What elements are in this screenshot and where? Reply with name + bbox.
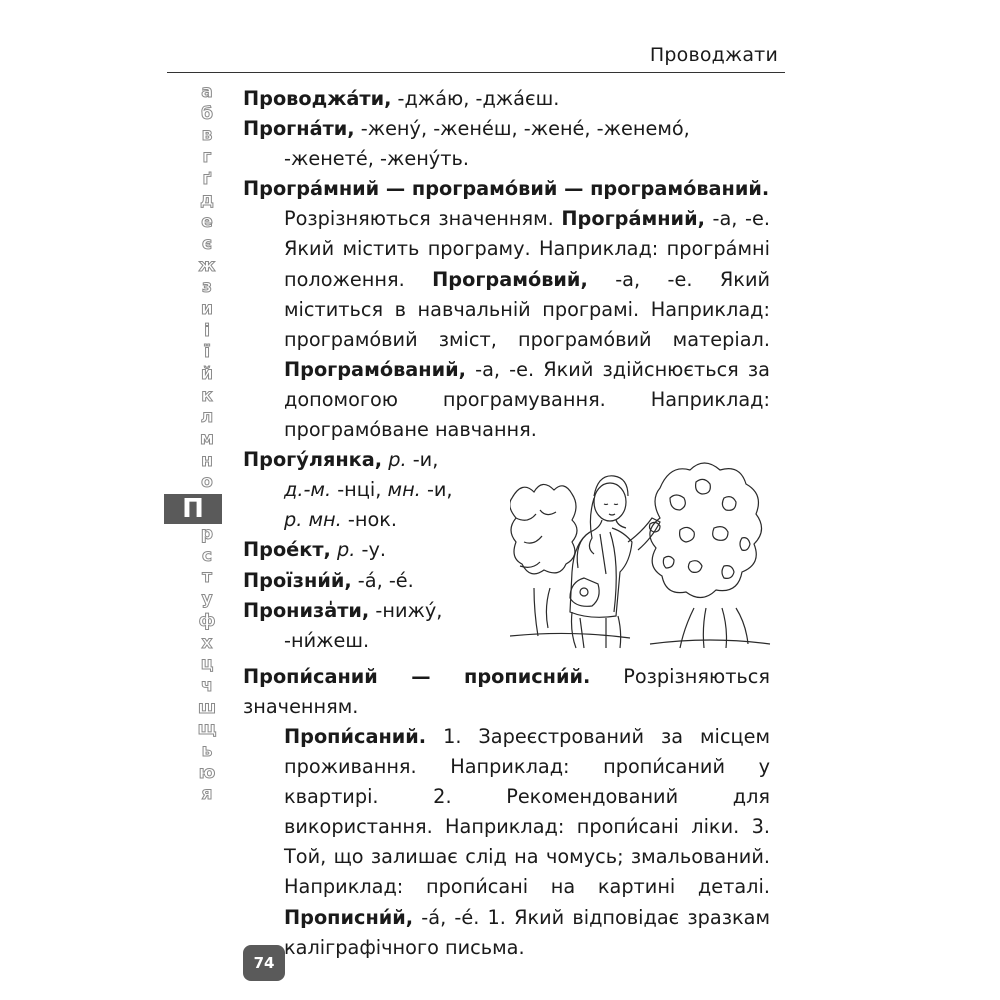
definition-text: -а, -е. Який міститься в навчальній програмі. Наприклад: програмо́вий зміст, програмо́вий матеріал. <box>284 267 771 351</box>
sub-headword: Програмо́вий, <box>432 267 588 291</box>
girl-with-lilac-bush-illustration <box>510 458 772 650</box>
alphabet-letter: ч <box>201 675 213 696</box>
sub-headword: Прописни́й, <box>284 905 414 929</box>
alphabet-letter: т <box>202 567 212 588</box>
entry-prohramnyi <box>243 174 770 204</box>
grammar-mark: р. <box>337 538 356 562</box>
alphabet-letter-active: П <box>164 494 222 524</box>
alphabet-letter: щ <box>197 719 217 740</box>
alphabet-letter: я <box>201 784 213 805</box>
sub-headword: Пропи́саний. <box>284 724 427 748</box>
alphabet-letter: х <box>201 632 213 653</box>
entry-forms: -нок. <box>341 508 398 532</box>
entry-headword: Проводжа́ти, <box>243 87 392 110</box>
entry-headword: Прое́кт, <box>243 538 331 562</box>
alphabet-index <box>182 82 222 806</box>
alphabet-letter: з <box>202 277 212 298</box>
entry-forms: -и, <box>420 478 453 502</box>
entry-forms-continued: -ни́жеш. <box>284 628 370 652</box>
entry-forms: -у. <box>355 538 387 562</box>
entry-forms-continued: -женете́, -жену́ть. <box>284 147 469 171</box>
alphabet-letter: к <box>201 385 213 406</box>
definition-text: -а, -е. Який містить програму. Наприклад: програ́мні положення. <box>284 207 770 291</box>
sub-headword: Програмо́ваний, <box>284 357 466 381</box>
alphabet-letter: а <box>201 82 213 102</box>
alphabet-letter: ш <box>197 697 217 718</box>
entry-provodzhaty <box>243 84 770 114</box>
alphabet-letter: л <box>200 407 214 428</box>
alphabet-letter: ф <box>198 610 216 631</box>
alphabet-letter: є <box>201 233 213 254</box>
entry-propysanyi-body <box>243 722 770 963</box>
definition-text: -а, -е. Який здійснюється за допомогою програмування. Наприклад: програмо́ване навчання. <box>284 357 770 442</box>
definition-text: -а́, -е́. 1. Який відповідає зразкам каліграфічного письма. <box>284 905 770 959</box>
entry-forms: -нижу́, <box>369 598 443 622</box>
entry-forms: -и, <box>406 448 439 472</box>
alphabet-letter: е <box>201 212 213 233</box>
page-number: 74 <box>243 945 285 981</box>
alphabet-letter: ц <box>200 654 214 675</box>
entry-headword: Програ́мний — програмо́вий — програмо́ваний. <box>243 177 770 201</box>
grammar-mark: д.-м. <box>284 478 332 502</box>
alphabet-letter: с <box>201 545 213 566</box>
entry-prohramnyi-definition <box>243 204 770 445</box>
alphabet-letter: м <box>200 429 214 449</box>
entry-headword: Пропи́саний — прописни́й. <box>243 664 591 688</box>
entry-forms: -нці, <box>331 478 388 502</box>
sub-headword: Програ́мний, <box>561 207 705 231</box>
alphabet-letter: г <box>202 147 212 168</box>
entry-prohnaty <box>243 114 770 174</box>
entry-headword: Проїзни́й, <box>243 568 352 592</box>
alphabet-letter: в <box>201 125 213 146</box>
alphabet-letter: й <box>201 363 213 384</box>
header-rule <box>167 72 785 73</box>
alphabet-letter: д <box>200 190 214 211</box>
definition-text: Розрізняються значенням. <box>243 664 770 718</box>
entry-forms: -жену́, -жене́ш, -жене́, -женемо́, <box>354 117 690 141</box>
alphabet-letter: н <box>201 450 213 471</box>
alphabet-letter: о <box>201 472 213 493</box>
alphabet-letter: и <box>201 298 213 319</box>
grammar-mark: мн. <box>387 478 421 502</box>
entry-headword: Прогна́ти, <box>243 117 355 141</box>
definition-text: Розрізняються значенням. <box>284 207 562 231</box>
grammar-mark: р. <box>388 448 407 472</box>
grammar-mark: р. мн. <box>284 508 342 532</box>
alphabet-letter: ґ <box>202 168 212 189</box>
alphabet-letter: р <box>200 524 214 545</box>
alphabet-letter: ю <box>198 762 216 783</box>
entry-headword: Пронизa̍ти, <box>243 598 370 622</box>
alphabet-letter: ї <box>204 342 210 363</box>
alphabet-letter: у <box>201 589 213 610</box>
entry-forms: -джа́ю, -джа́єш. <box>391 87 560 110</box>
alphabet-letter: ж <box>198 255 216 276</box>
alphabet-letter: б <box>201 103 213 124</box>
entry-forms: -а́, -е́. <box>351 568 414 592</box>
alphabet-letter: і <box>204 320 210 341</box>
alphabet-letter: ь <box>201 740 213 761</box>
definition-text: 1. Зареєстрований за місцем проживання. Наприклад: пропи́саний у квартирі. 2. Рекомендований для використання. Наприклад: пропи́сані ліки. 3. Той, що залишає слід на чомусь; змальований. Наприклад: пропи́сані на картині деталі. <box>284 724 770 899</box>
running-head: Проводжати <box>649 44 778 66</box>
entry-headword: Прогу́лянка, <box>243 448 383 472</box>
